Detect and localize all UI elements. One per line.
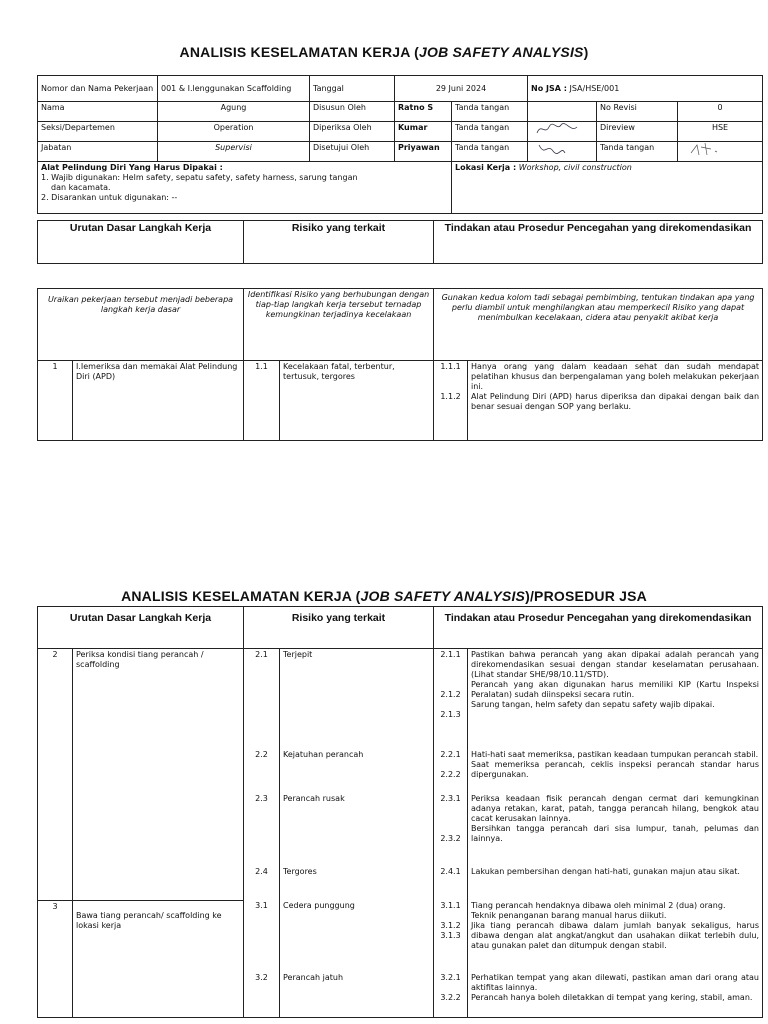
signature-priyawan-icon [531,143,581,157]
step-1-task: I.Iemeriksa dan memakai Alat Pelindung Diri (APD) [73,361,244,441]
signature-2 [528,122,597,142]
approved-name: Priyawan [395,142,452,162]
sign-label-4: Tanda tangan [597,142,678,162]
action-text-col [468,749,763,793]
dept-value: Operation [158,122,310,142]
ppe-item-1: 1. Wajib digunakan: Helm safety, sepatu safety, safety harness, sarung tangan [41,173,358,182]
position-label: Jabatan [38,142,158,162]
ppe-item-1b: dan kacamata. [51,183,111,192]
risk-1-1-text: Kecelakaan fatal, terbentur, tertusuk, tergores [280,361,434,441]
action-text: Perancah yang akan digunakan harus memiliki KIP (Kartu Inspeksi Peralatan) sudah diinspeksi secara rutin. [471,680,759,699]
sign-label-3: Tanda tangan [452,142,528,162]
header-actions: Tindakan atau Prosedur Pencegahan yang direkomendasikan [434,607,763,649]
action-number-col [434,649,468,750]
risk-text: Terjepit [280,649,434,750]
signature-hse-icon [681,143,731,157]
action-text-col [468,866,763,901]
position-value: Supervisi [158,142,310,162]
risk-number: 2.4 [244,866,280,901]
step-2-number: 2 [38,649,73,901]
action-number: 3.1.3 [440,931,461,941]
job-value: 001 & I.lenggunakan Scaffolding [158,76,310,102]
step-2-task: Periksa kondisi tiang perancah / scaffolding [73,649,244,901]
risk-number: 2.3 [244,793,280,865]
signature-1 [528,102,597,122]
action-text: Tiang perancah hendaknya dibawa oleh minimal 2 (dua) orang. [471,901,726,911]
jsa-meta-table [37,75,763,214]
location-cell: Lokasi Kerja : Workshop, civil construction [452,162,763,214]
ppe-cell [38,162,452,214]
action-number: 2.2.1 [440,750,461,760]
step-1-number: 1 [38,361,73,441]
action-number: 2.4.1 [440,866,461,876]
name-label: Nama [38,102,158,122]
action-text: Perancah hanya boleh diletakkan di tempat yang kering, stabil, aman. [471,993,753,1003]
header-risks: Risiko yang terkait [244,607,434,649]
page2-column-headers [37,606,763,649]
action-text-col [468,793,763,865]
dept-label: Seksi/Departemen [38,122,158,142]
action-numbers-1 [434,361,468,441]
risk-number: 2.2 [244,749,280,793]
review-label: Direview [597,122,678,142]
action-number: 2.2.2 [440,770,461,780]
risk-number: 2.1 [244,649,280,750]
action-number-col [434,866,468,901]
action-text: Perhatikan tempat yang akan dilewati, pastikan aman dari orang atau aktifitas lainnya. [471,973,759,993]
ppe-item-2: 2. Disarankan untuk digunakan: -- [41,193,178,202]
step-3-number: 3 [38,900,73,1017]
action-number: 2.3.2 [440,834,461,844]
page1-column-headers [37,220,763,264]
revision-value: 0 [678,102,763,122]
page2-title: ANALISIS KESELAMATAN KERJA (JOB SAFETY ANALYSIS)/PROSEDUR JSA [121,588,647,604]
action-text-col [468,649,763,750]
action-number: 2.1.1 [440,650,461,659]
prepared-name: Ratno S [395,102,452,122]
jsa-number: No JSA : JSA/HSE/001 [528,76,763,102]
revision-label: No Revisi [597,102,678,122]
signature-kumar-icon [531,123,581,137]
checked-name: Kumar [395,122,452,142]
action-number-col [434,972,468,1017]
checked-label: Diperiksa Oleh [310,122,395,142]
risk-text: Cedera punggung [280,900,434,972]
action-number-col [434,749,468,793]
action-text-col [468,972,763,1017]
action-number-col [434,793,468,865]
date-value: 29 Juni 2024 [395,76,528,102]
action-number: 1.1.2 [440,392,461,401]
page1-steps-table [37,288,763,441]
action-number: 2.1.2 [440,690,461,699]
header-risks: Risiko yang terkait [244,221,434,264]
action-text: Pastikan bahwa perancah yang akan dipakai adalah perancah yang direkomendasikan sesuai dengan standar keselamatan perusahaan. (Lihat standar SHE/98/10.11/STD). [471,650,759,679]
action-text: Jika tiang perancah dibawa dalam jumlah banyak sekaligus, harus dibawa dengan alat angkat/angkut dan usahakan diikat terlebih dulu, atau gunakan palet dan ditumpuk dengan stabil. [471,921,759,951]
header-steps: Urutan Dasar Langkah Kerja [38,221,244,264]
page2-steps-table [37,648,763,1018]
guide-actions: Gunakan kedua kolom tadi sebagai pembimbing, tentukan tindakan apa yang perlu diambil untuk menghilangkan atau memperkecil Risiko yang dapat menimbulkan kecelakaan, cidera atau penyakit akibat kerja [434,289,763,361]
action-number: 2.3.1 [440,794,461,804]
page1-title: ANALISIS KESELAMATAN KERJA (JOB SAFETY ANALYSIS) [179,44,589,60]
action-text: Saat memeriksa perancah, ceklis inspeksi perancah standar harus dipergunakan. [471,760,759,780]
risk-text: Perancah jatuh [280,972,434,1017]
prepared-label: Disusun Oleh [310,102,395,122]
action-texts-1 [468,361,763,441]
header-steps: Urutan Dasar Langkah Kerja [38,607,244,649]
signature-3 [528,142,597,162]
header-actions: Tindakan atau Prosedur Pencegahan yang direkomendasikan [434,221,763,264]
action-text: Teknik penanganan barang manual harus diikuti. [471,911,667,921]
action-number: 3.2.1 [440,973,461,983]
risk-number: 3.2 [244,972,280,1017]
action-text: Periksa keadaan fisik perancah dengan cermat dari kemungkinan adanya retakan, karat, patah, tangga perancah hilang, bengkok atau cacat kerusakan lainnya. [471,794,759,824]
ppe-title: Alat Pelindung Diri Yang Harus Dipakai : [41,163,223,172]
action-text: Sarung tangan, helm safety dan sepatu safety wajib dipakai. [471,700,715,709]
risk-text: Kejatuhan perancah [280,749,434,793]
action-number: 2.1.3 [440,710,461,719]
action-text: Hati-hati saat memeriksa, pastikan keadaan tumpukan perancah stabil. [471,750,759,760]
sign-label-2: Tanda tangan [452,122,528,142]
date-label: Tanggal [310,76,395,102]
action-number: 1.1.1 [440,362,461,371]
action-text: Alat Pelindung Diri (APD) harus diperiksa dan dipakai dengan baik dan benar sesuai dengan SOP yang berlaku. [471,392,760,411]
risk-text: Perancah rusak [280,793,434,865]
action-number: 3.1.1 [440,901,461,911]
action-number-col [434,900,468,972]
risk-text: Tergores [280,866,434,901]
action-text: Hanya orang yang dalam keadaan sehat dan sudah mendapat pelatihan khusus dan berpengalaman yang boleh melakukan pekerjaan ini. [471,362,760,391]
review-value: HSE [678,122,763,142]
name-value: Agung [158,102,310,122]
approved-label: Disetujui Oleh [310,142,395,162]
risk-number: 3.1 [244,900,280,972]
job-label: Nomor dan Nama Pekerjaan [38,76,158,102]
risk-1-1-number: 1.1 [244,361,280,441]
action-number: 3.2.2 [440,993,461,1003]
guide-steps: Uraikan pekerjaan tersebut menjadi beberapa langkah kerja dasar [38,289,244,361]
signature-4 [678,142,763,162]
step-3-task: Bawa tiang perancah/ scaffolding ke lokasi kerja [73,900,244,1017]
action-text: Lakukan pembersihan dengan hati-hati, gunakan majun atau sikat. [471,866,740,876]
action-text: Bersihkan tangga perancah dari sisa lumpur, tanah, pelumas dan lainnya. [471,824,759,844]
sign-label-1: Tanda tangan [452,102,528,122]
guide-risks: Identifikasi Risiko yang berhubungan dengan tiap-tiap langkah kerja tersebut ternadap kemungkinan terjadinya kecelakaan [244,289,434,361]
action-text-col [468,900,763,972]
action-number: 3.1.2 [440,921,461,931]
